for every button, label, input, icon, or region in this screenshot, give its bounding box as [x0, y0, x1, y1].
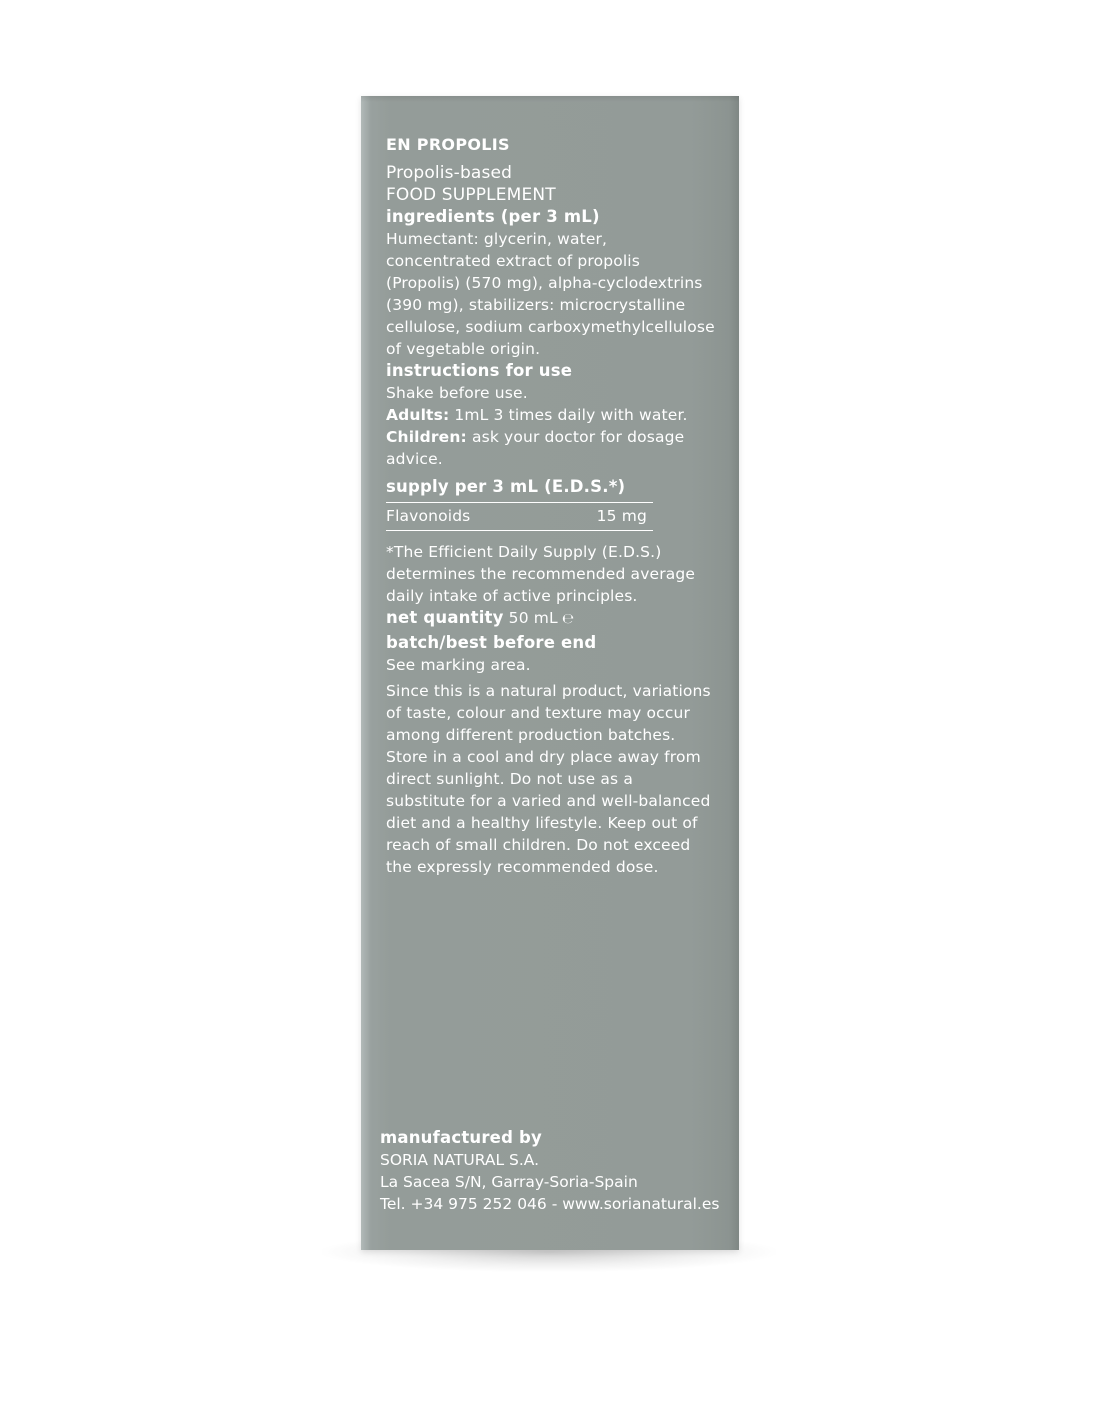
- notice-line: among different production batches.: [386, 726, 676, 744]
- net-quantity: [386, 607, 726, 630]
- notice-line: Store in a cool and dry place away from: [386, 748, 701, 766]
- supply-row-value: 15 mg: [596, 507, 647, 525]
- supply-row-name: Flavonoids: [386, 507, 471, 525]
- manufacturer-heading: manufactured by: [380, 1128, 542, 1147]
- children-text: ask your doctor for dosage: [466, 428, 685, 446]
- notice-line: direct sunlight. Do not use as a: [386, 770, 633, 788]
- notice-line: diet and a healthy lifestyle. Keep out of: [386, 814, 698, 832]
- batch-heading: batch/best before end: [386, 633, 597, 652]
- ingredients-line: concentrated extract of propolis: [386, 252, 640, 270]
- notice-line: substitute for a varied and well-balanced: [386, 792, 711, 810]
- manufacturer-address: La Sacea S/N, Garray-Soria-Spain: [380, 1173, 638, 1191]
- product-title: EN PROPOLIS: [386, 135, 510, 154]
- notice-line: reach of small children. Do not exceed: [386, 836, 691, 854]
- notice-line: Since this is a natural product, variations: [386, 682, 711, 700]
- notice-line: of taste, colour and texture may occur: [386, 704, 691, 722]
- instructions-children: [386, 426, 726, 448]
- instructions-children-cont: advice.: [386, 450, 443, 468]
- ingredients-line: Humectant: glycerin, water,: [386, 230, 608, 248]
- supply-footnote-line: determines the recommended average: [386, 565, 696, 583]
- ingredients-line: (Propolis) (570 mg), alpha-cyclodextrins: [386, 274, 703, 292]
- manufacturer-block: [380, 1127, 730, 1215]
- children-label: Children:: [386, 428, 467, 446]
- instructions-heading: instructions for use: [386, 361, 573, 380]
- estimated-sign-icon: ℮: [561, 611, 574, 627]
- supply-heading: supply per 3 mL (E.D.S.*): [386, 477, 626, 496]
- label-text-block: [386, 134, 726, 878]
- batch-text: See marking area.: [386, 656, 531, 674]
- manufacturer-name: SORIA NATURAL S.A.: [380, 1151, 540, 1169]
- box-top-edge: [361, 96, 739, 102]
- instructions-adults: [386, 404, 726, 426]
- supply-footnote-line: *The Efficient Daily Supply (E.D.S.): [386, 543, 662, 561]
- ingredients-line: cellulose, sodium carboxymethylcellulose: [386, 318, 715, 336]
- adults-label: Adults:: [386, 406, 450, 424]
- adults-text: 1mL 3 times daily with water.: [449, 406, 688, 424]
- ingredients-line: (390 mg), stabilizers: microcrystalline: [386, 296, 686, 314]
- manufacturer-contact: Tel. +34 975 252 046 - www.sorianatural.es: [380, 1195, 720, 1213]
- ingredients-heading: ingredients (per 3 mL): [386, 207, 600, 226]
- supply-table: [386, 502, 653, 531]
- supply-footnote-line: daily intake of active principles.: [386, 587, 638, 605]
- notice-line: the expressly recommended dose.: [386, 858, 659, 876]
- product-subtitle-line1: Propolis-based: [386, 163, 513, 183]
- ingredients-line: of vegetable origin.: [386, 340, 541, 358]
- product-subtitle-line2: FOOD SUPPLEMENT: [386, 185, 556, 205]
- product-box-side-panel: [361, 96, 739, 1250]
- net-quantity-value: 50 mL: [503, 609, 558, 627]
- net-quantity-label: net quantity: [386, 608, 504, 627]
- instructions-shake: Shake before use.: [386, 384, 528, 402]
